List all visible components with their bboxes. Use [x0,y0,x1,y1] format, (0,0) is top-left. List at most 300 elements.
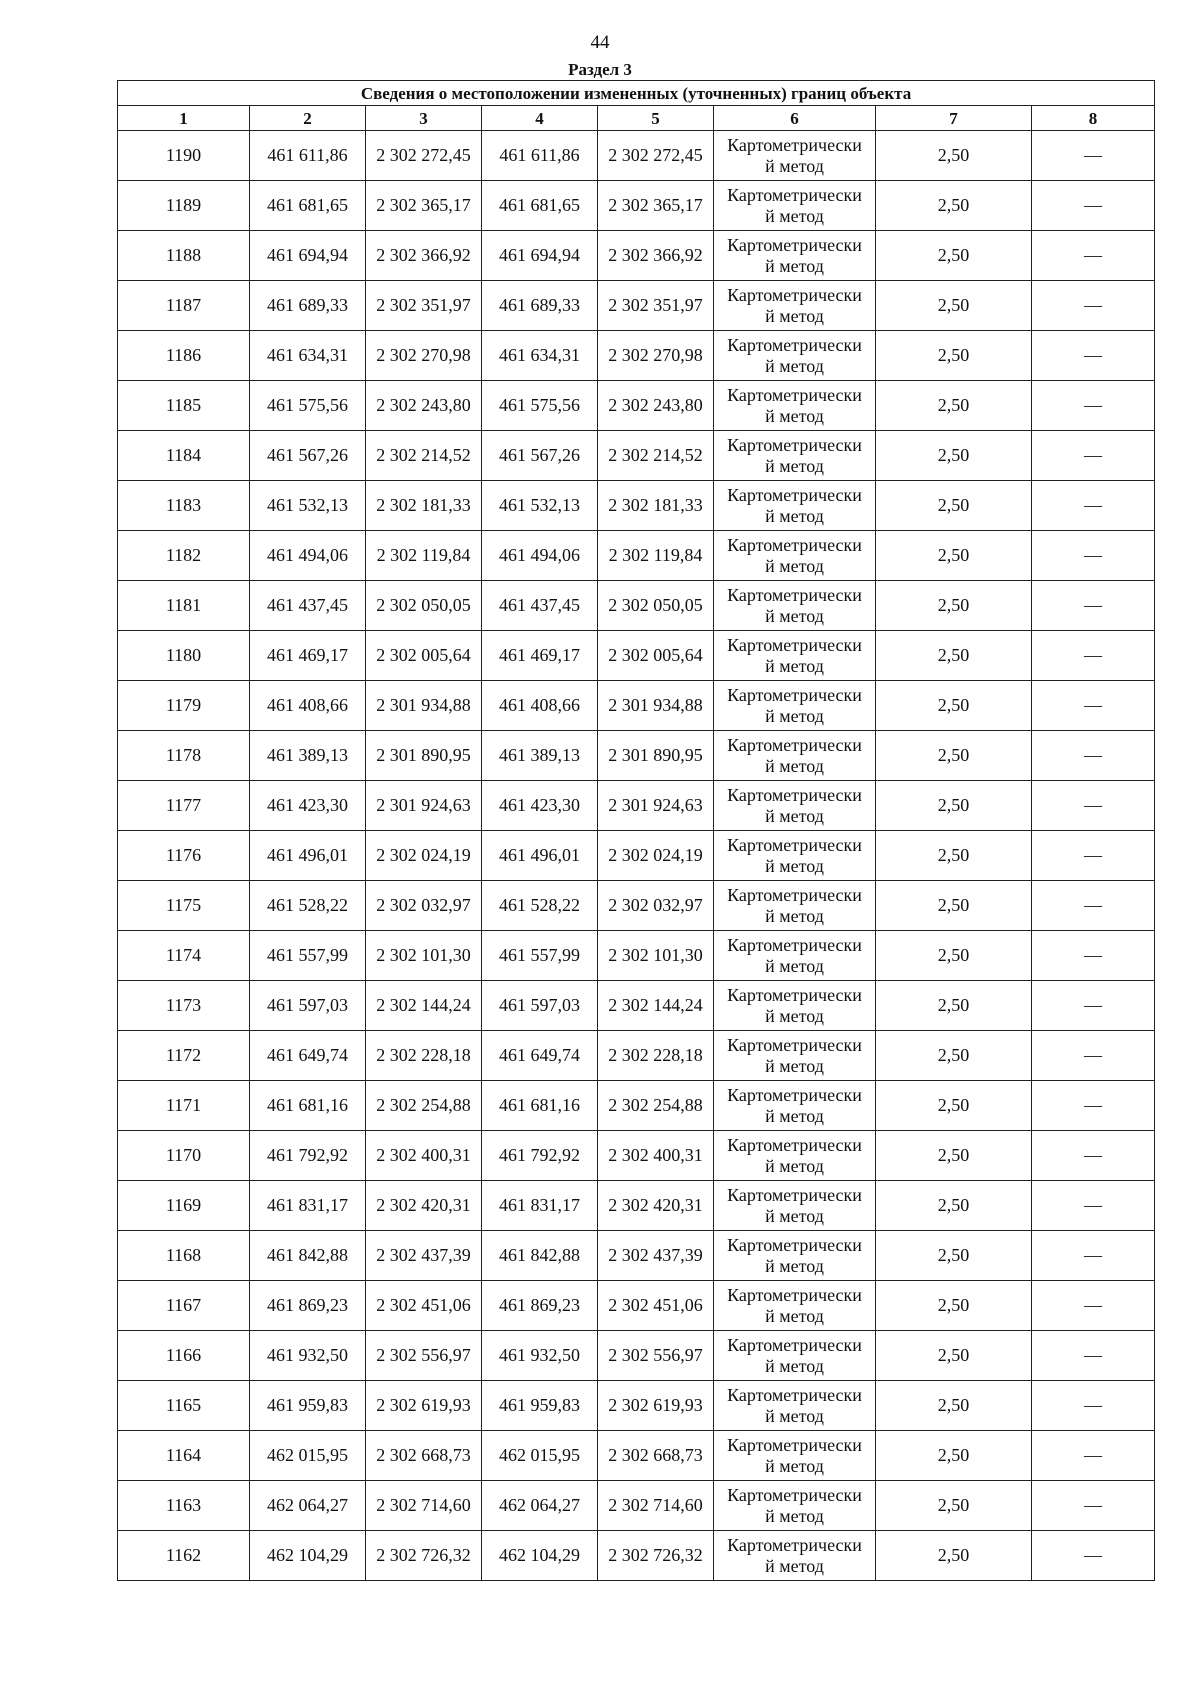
cell-x-new: 461 681,16 [482,1081,598,1131]
cell-y-new: 2 302 365,17 [598,181,714,231]
cell-y-new: 2 302 619,93 [598,1381,714,1431]
cell-x-existing: 461 469,17 [250,631,366,681]
cell-y-new: 2 302 270,98 [598,331,714,381]
method-line-1: Картометрически [727,1334,862,1355]
cell-point: 1181 [118,581,250,631]
cell-y-existing: 2 302 254,88 [366,1081,482,1131]
cell-y-existing: 2 302 214,52 [366,431,482,481]
column-number: 2 [250,106,366,131]
cell-point: 1190 [118,131,250,181]
cell-x-existing: 461 496,01 [250,831,366,881]
cell-y-existing: 2 302 451,06 [366,1281,482,1331]
cell-description: — [1032,731,1155,781]
cell-y-existing: 2 302 437,39 [366,1231,482,1281]
cell-x-new: 461 831,17 [482,1181,598,1231]
cell-description: — [1032,181,1155,231]
method-line-1: Картометрически [727,184,862,205]
cell-accuracy: 2,50 [876,731,1032,781]
method-line-2: й метод [765,1055,824,1076]
cell-x-new: 461 611,86 [482,131,598,181]
table-row [118,1431,1155,1481]
cell-point: 1184 [118,431,250,481]
table-row [118,181,1155,231]
cell-method [714,1231,876,1281]
cell-x-new: 461 423,30 [482,781,598,831]
cell-x-existing: 461 557,99 [250,931,366,981]
method-line-1: Картометрически [727,334,862,355]
cell-point: 1180 [118,631,250,681]
cell-point: 1170 [118,1131,250,1181]
cell-description: — [1032,1531,1155,1581]
cell-x-new: 461 694,94 [482,231,598,281]
cell-y-new: 2 302 437,39 [598,1231,714,1281]
method-line-2: й метод [765,605,824,626]
cell-y-new: 2 302 181,33 [598,481,714,531]
cell-x-new: 461 597,03 [482,981,598,1031]
method-line-1: Картометрически [727,384,862,405]
cell-point: 1165 [118,1381,250,1431]
cell-point: 1171 [118,1081,250,1131]
table-row [118,531,1155,581]
cell-y-existing: 2 301 924,63 [366,781,482,831]
cell-x-existing: 461 389,13 [250,731,366,781]
cell-accuracy: 2,50 [876,531,1032,581]
cell-method [714,1131,876,1181]
method-line-2: й метод [765,905,824,926]
method-line-1: Картометрически [727,984,862,1005]
cell-method [714,181,876,231]
method-line-2: й метод [765,705,824,726]
table-row [118,881,1155,931]
method-line-1: Картометрически [727,284,862,305]
cell-y-new: 2 302 668,73 [598,1431,714,1481]
method-line-2: й метод [765,1105,824,1126]
cell-description: — [1032,381,1155,431]
cell-accuracy: 2,50 [876,631,1032,681]
cell-y-new: 2 302 228,18 [598,1031,714,1081]
method-line-2: й метод [765,205,824,226]
cell-y-new: 2 302 032,97 [598,881,714,931]
cell-y-existing: 2 301 934,88 [366,681,482,731]
cell-x-new: 461 389,13 [482,731,598,781]
cell-x-existing: 461 681,65 [250,181,366,231]
cell-x-existing: 461 842,88 [250,1231,366,1281]
cell-y-new: 2 302 024,19 [598,831,714,881]
cell-accuracy: 2,50 [876,131,1032,181]
cell-y-new: 2 302 726,32 [598,1531,714,1581]
cell-point: 1169 [118,1181,250,1231]
cell-point: 1163 [118,1481,250,1531]
column-number: 6 [714,106,876,131]
cell-y-existing: 2 302 005,64 [366,631,482,681]
cell-point: 1176 [118,831,250,881]
cell-x-new: 461 959,83 [482,1381,598,1431]
method-line-1: Картометрически [727,784,862,805]
cell-description: — [1032,931,1155,981]
table-row [118,1331,1155,1381]
table-row [118,1181,1155,1231]
cell-description: — [1032,1431,1155,1481]
method-line-2: й метод [765,1555,824,1576]
table-row [118,831,1155,881]
column-number: 8 [1032,106,1155,131]
method-line-1: Картометрически [727,884,862,905]
cell-description: — [1032,1331,1155,1381]
cell-x-existing: 461 959,83 [250,1381,366,1431]
cell-method [714,1481,876,1531]
cell-y-existing: 2 302 365,17 [366,181,482,231]
cell-method [714,731,876,781]
cell-accuracy: 2,50 [876,1081,1032,1131]
method-line-1: Картометрически [727,834,862,855]
method-line-1: Картометрически [727,134,862,155]
cell-description: — [1032,431,1155,481]
cell-y-new: 2 302 119,84 [598,531,714,581]
method-line-2: й метод [765,1355,824,1376]
method-line-2: й метод [765,1455,824,1476]
cell-description: — [1032,1231,1155,1281]
method-line-1: Картометрически [727,584,862,605]
table-caption-row [118,81,1155,106]
cell-y-existing: 2 302 366,92 [366,231,482,281]
cell-x-existing: 461 611,86 [250,131,366,181]
cell-point: 1172 [118,1031,250,1081]
page-number: 44 [590,32,610,53]
cell-x-new: 461 575,56 [482,381,598,431]
cell-point: 1173 [118,981,250,1031]
table-row [118,331,1155,381]
table-row [118,681,1155,731]
cell-method [714,531,876,581]
table-row [118,731,1155,781]
cell-method [714,781,876,831]
table-row [118,1381,1155,1431]
cell-accuracy: 2,50 [876,281,1032,331]
table-row [118,1031,1155,1081]
method-line-1: Картометрически [727,434,862,455]
cell-y-new: 2 302 272,45 [598,131,714,181]
table-row [118,1531,1155,1581]
cell-x-existing: 461 634,31 [250,331,366,381]
cell-y-new: 2 302 366,92 [598,231,714,281]
cell-y-new: 2 302 254,88 [598,1081,714,1131]
cell-x-new: 461 567,26 [482,431,598,481]
cell-accuracy: 2,50 [876,381,1032,431]
cell-method [714,1531,876,1581]
method-line-1: Картометрически [727,734,862,755]
cell-method [714,1431,876,1481]
cell-method [714,381,876,431]
cell-x-existing: 462 104,29 [250,1531,366,1581]
cell-y-new: 2 302 050,05 [598,581,714,631]
table-row [118,1281,1155,1331]
cell-y-existing: 2 302 144,24 [366,981,482,1031]
method-line-2: й метод [765,405,824,426]
cell-method [714,1331,876,1381]
method-line-2: й метод [765,805,824,826]
cell-description: — [1032,331,1155,381]
method-line-2: й метод [765,505,824,526]
cell-method [714,231,876,281]
cell-description: — [1032,1481,1155,1531]
method-line-1: Картометрически [727,1284,862,1305]
method-line-2: й метод [765,1505,824,1526]
cell-accuracy: 2,50 [876,931,1032,981]
cell-x-existing: 461 408,66 [250,681,366,731]
cell-x-new: 461 869,23 [482,1281,598,1331]
cell-x-new: 461 689,33 [482,281,598,331]
cell-x-new: 462 064,27 [482,1481,598,1531]
cell-point: 1177 [118,781,250,831]
cell-y-new: 2 302 451,06 [598,1281,714,1331]
cell-y-existing: 2 302 420,31 [366,1181,482,1231]
cell-x-existing: 461 567,26 [250,431,366,481]
cell-method [714,331,876,381]
table-row [118,231,1155,281]
cell-method [714,631,876,681]
cell-y-new: 2 302 214,52 [598,431,714,481]
table-caption: Сведения о местоположении измененных (уточненных) границ объекта [118,81,1155,106]
cell-accuracy: 2,50 [876,781,1032,831]
cell-accuracy: 2,50 [876,581,1032,631]
cell-x-new: 461 528,22 [482,881,598,931]
cell-description: — [1032,481,1155,531]
cell-x-new: 461 532,13 [482,481,598,531]
cell-x-existing: 461 423,30 [250,781,366,831]
cell-point: 1168 [118,1231,250,1281]
cell-y-existing: 2 302 270,98 [366,331,482,381]
cell-x-existing: 461 575,56 [250,381,366,431]
cell-x-new: 462 104,29 [482,1531,598,1581]
cell-accuracy: 2,50 [876,181,1032,231]
column-number: 4 [482,106,598,131]
cell-y-new: 2 302 101,30 [598,931,714,981]
cell-y-new: 2 302 005,64 [598,631,714,681]
cell-x-existing: 462 064,27 [250,1481,366,1531]
method-line-2: й метод [765,1205,824,1226]
cell-x-new: 461 634,31 [482,331,598,381]
cell-description: — [1032,881,1155,931]
cell-y-existing: 2 302 400,31 [366,1131,482,1181]
cell-description: — [1032,981,1155,1031]
cell-method [714,981,876,1031]
cell-description: — [1032,131,1155,181]
cell-x-new: 461 557,99 [482,931,598,981]
cell-y-new: 2 302 144,24 [598,981,714,1031]
cell-point: 1162 [118,1531,250,1581]
cell-y-new: 2 302 351,97 [598,281,714,331]
cell-method [714,481,876,531]
cell-method [714,1281,876,1331]
cell-x-new: 461 649,74 [482,1031,598,1081]
method-line-2: й метод [765,255,824,276]
cell-x-new: 462 015,95 [482,1431,598,1481]
cell-description: — [1032,631,1155,681]
cell-description: — [1032,781,1155,831]
cell-y-new: 2 301 924,63 [598,781,714,831]
cell-accuracy: 2,50 [876,681,1032,731]
cell-accuracy: 2,50 [876,1481,1032,1531]
cell-description: — [1032,831,1155,881]
table-row [118,381,1155,431]
cell-accuracy: 2,50 [876,1131,1032,1181]
cell-accuracy: 2,50 [876,881,1032,931]
method-line-1: Картометрически [727,1084,862,1105]
cell-point: 1186 [118,331,250,381]
cell-x-new: 461 932,50 [482,1331,598,1381]
cell-x-existing: 461 532,13 [250,481,366,531]
cell-accuracy: 2,50 [876,1331,1032,1381]
cell-x-existing: 461 649,74 [250,1031,366,1081]
cell-point: 1182 [118,531,250,581]
column-number: 7 [876,106,1032,131]
method-line-2: й метод [765,1155,824,1176]
table-row [118,981,1155,1031]
table-row [118,131,1155,181]
cell-method [714,1181,876,1231]
cell-method [714,931,876,981]
cell-method [714,1081,876,1131]
cell-y-existing: 2 302 228,18 [366,1031,482,1081]
cell-x-existing: 461 694,94 [250,231,366,281]
cell-y-existing: 2 302 024,19 [366,831,482,881]
section-title: Раздел 3 [568,60,632,79]
cell-x-existing: 461 597,03 [250,981,366,1031]
cell-point: 1174 [118,931,250,981]
cell-x-existing: 461 494,06 [250,531,366,581]
method-line-2: й метод [765,155,824,176]
cell-description: — [1032,1081,1155,1131]
cell-y-existing: 2 302 243,80 [366,381,482,431]
cell-point: 1179 [118,681,250,731]
table-row [118,431,1155,481]
cell-point: 1175 [118,881,250,931]
table-row [118,931,1155,981]
cell-x-new: 461 437,45 [482,581,598,631]
cell-y-existing: 2 302 556,97 [366,1331,482,1381]
method-line-2: й метод [765,1255,824,1276]
cell-y-new: 2 301 934,88 [598,681,714,731]
method-line-1: Картометрически [727,1384,862,1405]
cell-accuracy: 2,50 [876,431,1032,481]
cell-x-existing: 461 528,22 [250,881,366,931]
cell-method [714,831,876,881]
cell-accuracy: 2,50 [876,1231,1032,1281]
cell-method [714,1381,876,1431]
method-line-2: й метод [765,1005,824,1026]
method-line-2: й метод [765,655,824,676]
cell-method [714,1031,876,1081]
column-number: 1 [118,106,250,131]
cell-x-existing: 461 689,33 [250,281,366,331]
method-line-2: й метод [765,955,824,976]
cell-x-existing: 462 015,95 [250,1431,366,1481]
method-line-2: й метод [765,755,824,776]
method-line-1: Картометрически [727,1134,862,1155]
table-row [118,481,1155,531]
method-line-2: й метод [765,305,824,326]
cell-accuracy: 2,50 [876,1281,1032,1331]
cell-method [714,881,876,931]
cell-description: — [1032,581,1155,631]
cell-accuracy: 2,50 [876,1531,1032,1581]
method-line-1: Картометрически [727,534,862,555]
table-row [118,631,1155,681]
cell-accuracy: 2,50 [876,831,1032,881]
cell-y-existing: 2 302 714,60 [366,1481,482,1531]
cell-y-new: 2 302 243,80 [598,381,714,431]
cell-y-existing: 2 302 050,05 [366,581,482,631]
table-row [118,581,1155,631]
cell-description: — [1032,681,1155,731]
cell-y-existing: 2 302 726,32 [366,1531,482,1581]
cell-point: 1166 [118,1331,250,1381]
cell-x-existing: 461 932,50 [250,1331,366,1381]
cell-point: 1183 [118,481,250,531]
method-line-1: Картометрически [727,634,862,655]
table-body [118,131,1155,1581]
cell-description: — [1032,1381,1155,1431]
method-line-1: Картометрически [727,1534,862,1555]
cell-x-existing: 461 681,16 [250,1081,366,1131]
table-row [118,1481,1155,1531]
cell-y-existing: 2 302 272,45 [366,131,482,181]
cell-y-existing: 2 302 668,73 [366,1431,482,1481]
cell-description: — [1032,281,1155,331]
cell-description: — [1032,1281,1155,1331]
cell-accuracy: 2,50 [876,981,1032,1031]
cell-x-new: 461 496,01 [482,831,598,881]
cell-y-existing: 2 302 619,93 [366,1381,482,1431]
cell-y-existing: 2 302 119,84 [366,531,482,581]
coordinates-table [117,80,1155,1581]
method-line-2: й метод [765,1305,824,1326]
cell-point: 1189 [118,181,250,231]
cell-y-existing: 2 302 101,30 [366,931,482,981]
cell-y-new: 2 301 890,95 [598,731,714,781]
cell-point: 1164 [118,1431,250,1481]
cell-y-existing: 2 302 032,97 [366,881,482,931]
cell-description: — [1032,1031,1155,1081]
method-line-1: Картометрически [727,1434,862,1455]
cell-accuracy: 2,50 [876,1181,1032,1231]
method-line-2: й метод [765,355,824,376]
method-line-1: Картометрически [727,1234,862,1255]
cell-x-new: 461 469,17 [482,631,598,681]
cell-description: — [1032,1181,1155,1231]
method-line-1: Картометрически [727,1484,862,1505]
cell-x-existing: 461 831,17 [250,1181,366,1231]
cell-accuracy: 2,50 [876,1031,1032,1081]
table-row [118,781,1155,831]
cell-point: 1178 [118,731,250,781]
method-line-1: Картометрически [727,934,862,955]
table-row [118,1081,1155,1131]
cell-x-new: 461 681,65 [482,181,598,231]
column-number-row [118,106,1155,131]
cell-method [714,131,876,181]
cell-y-new: 2 302 556,97 [598,1331,714,1381]
cell-method [714,281,876,331]
cell-x-existing: 461 792,92 [250,1131,366,1181]
cell-x-existing: 461 437,45 [250,581,366,631]
cell-x-new: 461 792,92 [482,1131,598,1181]
cell-y-new: 2 302 420,31 [598,1181,714,1231]
cell-method [714,681,876,731]
method-line-1: Картометрически [727,484,862,505]
method-line-2: й метод [765,455,824,476]
method-line-1: Картометрически [727,684,862,705]
